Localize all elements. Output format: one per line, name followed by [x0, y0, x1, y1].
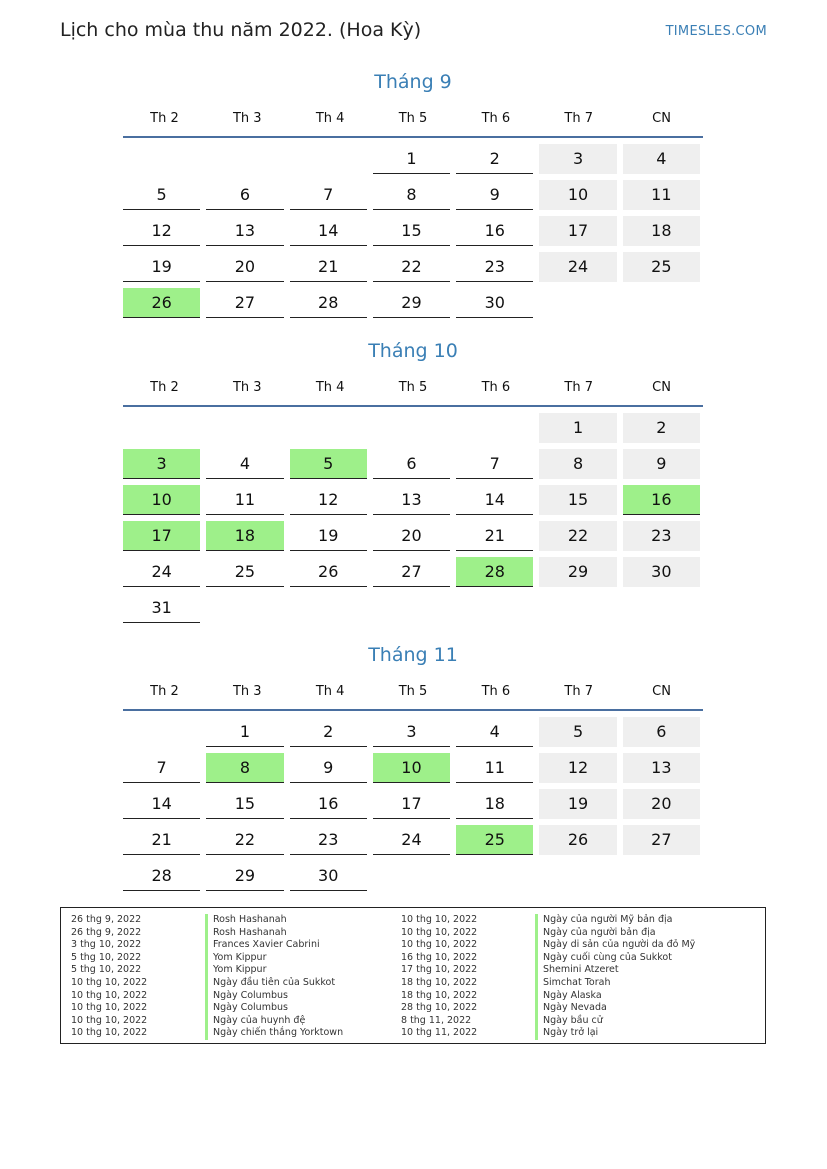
legend-date: 10 thg 10, 2022 — [401, 926, 478, 938]
weekday-header — [123, 681, 703, 711]
page-title: Lịch cho mùa thu năm 2022. (Hoa Kỳ) — [60, 19, 422, 41]
holiday-day-cell[interactable]: 25 — [456, 825, 533, 855]
day-cell[interactable]: 13 — [206, 216, 283, 246]
day-cell[interactable]: 14 — [290, 216, 367, 246]
week-row — [123, 413, 703, 449]
day-cell[interactable]: 2 — [290, 717, 367, 747]
day-grid — [123, 413, 703, 629]
day-cell[interactable]: 24 — [373, 825, 450, 855]
weekday-label: Th 5 — [398, 111, 428, 126]
legend-date: 10 thg 10, 2022 — [71, 1002, 148, 1014]
week-row — [123, 485, 703, 521]
legend-date: 8 thg 11, 2022 — [401, 1014, 472, 1026]
legend-holiday-name: Rosh Hashanah — [205, 927, 401, 940]
empty-day-cell — [290, 144, 367, 174]
empty-day-cell — [123, 413, 200, 443]
month-title: Tháng 10 — [368, 340, 458, 362]
day-cell[interactable]: 22 — [206, 825, 283, 855]
legend-left-dates — [71, 914, 205, 1043]
legend-date: 17 thg 10, 2022 — [401, 964, 478, 976]
day-cell[interactable]: 20 — [206, 252, 283, 282]
day-cell[interactable]: 2 — [623, 413, 700, 443]
day-cell[interactable]: 11 — [456, 753, 533, 783]
day-cell[interactable]: 19 — [539, 789, 616, 819]
legend-date: 3 thg 10, 2022 — [71, 939, 142, 951]
day-cell[interactable]: 6 — [373, 449, 450, 479]
holiday-day-cell[interactable]: 10 — [373, 753, 450, 783]
empty-day-cell — [539, 861, 616, 891]
legend-holiday-name: Yom Kippur — [205, 964, 401, 977]
week-row — [123, 789, 703, 825]
month-october — [123, 337, 703, 629]
empty-day-cell — [123, 717, 200, 747]
weekday-label: CN — [652, 684, 671, 699]
empty-day-cell — [123, 144, 200, 174]
legend-holiday-name: Rosh Hashanah — [205, 914, 401, 927]
legend-holiday-name: Ngày cuối cùng của Sukkot — [535, 952, 731, 965]
legend-date: 26 thg 9, 2022 — [71, 914, 142, 925]
legend-holiday-name: Shemini Atzeret — [535, 964, 731, 977]
day-cell[interactable]: 15 — [373, 216, 450, 246]
holiday-day-cell[interactable]: 8 — [206, 753, 283, 783]
weekday-label: Th 6 — [481, 111, 511, 126]
week-row — [123, 252, 703, 288]
day-cell[interactable]: 19 — [123, 252, 200, 282]
day-cell[interactable]: 11 — [206, 485, 283, 515]
weekday-label: Th 3 — [232, 380, 262, 395]
legend-date: 18 thg 10, 2022 — [401, 976, 478, 988]
empty-day-cell — [373, 413, 450, 443]
legend-holiday-name: Ngày Columbus — [205, 1002, 401, 1015]
day-cell[interactable]: 17 — [373, 789, 450, 819]
week-row — [123, 216, 703, 252]
empty-day-cell — [206, 413, 283, 443]
legend-date: 18 thg 10, 2022 — [401, 989, 478, 1001]
day-cell[interactable]: 14 — [123, 789, 200, 819]
month-title: Tháng 11 — [368, 644, 458, 666]
legend-right-dates — [401, 914, 535, 1043]
day-cell[interactable]: 9 — [623, 449, 700, 479]
legend-holiday-name: Ngày của người bản địa — [535, 927, 731, 940]
weekday-header — [123, 377, 703, 407]
day-cell[interactable]: 8 — [373, 180, 450, 210]
day-cell[interactable]: 29 — [539, 557, 616, 587]
weekday-label: Th 2 — [150, 111, 179, 126]
weekday-label: Th 7 — [564, 380, 594, 395]
weekday-label: Th 5 — [398, 684, 428, 699]
empty-day-cell — [623, 861, 700, 891]
day-cell[interactable]: 18 — [623, 216, 700, 246]
day-cell[interactable]: 6 — [206, 180, 283, 210]
legend-left-column — [71, 914, 401, 1043]
day-cell[interactable]: 21 — [290, 252, 367, 282]
empty-day-cell — [539, 593, 616, 623]
day-cell[interactable]: 13 — [373, 485, 450, 515]
weekday-label: Th 6 — [481, 380, 511, 395]
day-cell[interactable]: 4 — [623, 144, 700, 174]
legend-holiday-name: Ngày chiến thắng Yorktown — [205, 1027, 401, 1040]
legend-right-names — [535, 914, 731, 1043]
day-cell[interactable]: 24 — [539, 252, 616, 282]
weekday-label: Th 7 — [564, 111, 594, 126]
day-cell[interactable]: 20 — [373, 521, 450, 551]
weekday-label: Th 3 — [232, 111, 262, 126]
empty-day-cell — [456, 593, 533, 623]
day-cell[interactable]: 10 — [539, 180, 616, 210]
legend-left-names — [205, 914, 401, 1043]
holiday-legend — [60, 907, 766, 1044]
legend-date: 10 thg 10, 2022 — [71, 1014, 148, 1026]
day-cell[interactable]: 23 — [290, 825, 367, 855]
empty-day-cell — [206, 144, 283, 174]
empty-day-cell — [206, 593, 283, 623]
day-cell[interactable]: 13 — [623, 753, 700, 783]
legend-holiday-name: Ngày trở lại — [535, 1027, 731, 1040]
day-cell[interactable]: 9 — [456, 180, 533, 210]
legend-date: 10 thg 10, 2022 — [71, 976, 148, 988]
month-september — [123, 68, 703, 324]
day-cell[interactable]: 6 — [623, 717, 700, 747]
day-cell[interactable]: 30 — [623, 557, 700, 587]
day-cell[interactable]: 3 — [373, 717, 450, 747]
legend-date: 28 thg 10, 2022 — [401, 1002, 478, 1014]
day-cell[interactable]: 5 — [123, 180, 200, 210]
holiday-day-cell[interactable]: 17 — [123, 521, 200, 551]
day-cell[interactable]: 29 — [206, 861, 283, 891]
empty-day-cell — [373, 593, 450, 623]
legend-date: 26 thg 9, 2022 — [71, 926, 142, 938]
weekday-label: Th 5 — [398, 380, 428, 395]
legend-date: 10 thg 11, 2022 — [401, 1027, 478, 1039]
legend-date: 10 thg 10, 2022 — [401, 939, 478, 951]
day-cell[interactable]: 23 — [456, 252, 533, 282]
day-cell[interactable]: 22 — [539, 521, 616, 551]
day-cell[interactable]: 27 — [373, 557, 450, 587]
weekday-header — [123, 108, 703, 138]
day-cell[interactable]: 26 — [290, 557, 367, 587]
legend-holiday-name: Ngày di sản của người da đỏ Mỹ — [535, 939, 731, 952]
weekday-label: Th 4 — [315, 380, 345, 395]
weekday-label: Th 4 — [315, 111, 345, 126]
legend-holiday-name: Ngày Nevada — [535, 1002, 731, 1015]
legend-holiday-name: Ngày của người Mỹ bản địa — [535, 914, 731, 927]
day-cell[interactable]: 30 — [456, 288, 533, 318]
legend-holiday-name: Ngày bầu cử — [535, 1015, 731, 1028]
day-cell[interactable]: 25 — [623, 252, 700, 282]
day-cell[interactable]: 27 — [206, 288, 283, 318]
empty-day-cell — [373, 861, 450, 891]
week-row — [123, 861, 703, 897]
day-cell[interactable]: 28 — [290, 288, 367, 318]
day-cell[interactable]: 7 — [456, 449, 533, 479]
legend-date: 10 thg 10, 2022 — [71, 989, 148, 1001]
holiday-day-cell[interactable]: 16 — [623, 485, 700, 515]
day-cell[interactable]: 30 — [290, 861, 367, 891]
day-cell[interactable]: 17 — [539, 216, 616, 246]
legend-holiday-name: Ngày đầu tiên của Sukkot — [205, 977, 401, 990]
holiday-day-cell[interactable]: 26 — [123, 288, 200, 318]
weekday-label: Th 2 — [150, 684, 179, 699]
legend-holiday-name: Frances Xavier Cabrini — [205, 939, 401, 952]
day-cell[interactable]: 28 — [123, 861, 200, 891]
legend-date: 10 thg 10, 2022 — [71, 1027, 148, 1039]
empty-day-cell — [290, 413, 367, 443]
day-cell[interactable]: 24 — [123, 557, 200, 587]
day-cell[interactable]: 21 — [123, 825, 200, 855]
empty-day-cell — [290, 593, 367, 623]
week-row — [123, 593, 703, 629]
day-cell[interactable]: 4 — [206, 449, 283, 479]
day-cell[interactable]: 25 — [206, 557, 283, 587]
holiday-day-cell[interactable]: 5 — [290, 449, 367, 479]
week-row — [123, 825, 703, 861]
holiday-day-cell[interactable]: 3 — [123, 449, 200, 479]
day-cell[interactable]: 29 — [373, 288, 450, 318]
legend-holiday-name: Ngày của huynh đệ — [205, 1015, 401, 1028]
day-cell[interactable]: 1 — [539, 413, 616, 443]
week-row — [123, 144, 703, 180]
empty-day-cell — [623, 593, 700, 623]
day-cell[interactable]: 2 — [456, 144, 533, 174]
holiday-day-cell[interactable]: 28 — [456, 557, 533, 587]
weekday-label: CN — [652, 380, 671, 395]
month-november — [123, 641, 703, 897]
weekday-label: Th 4 — [315, 684, 345, 699]
legend-holiday-name: Simchat Torah — [535, 977, 731, 990]
weekday-label: Th 3 — [232, 684, 262, 699]
legend-date: 16 thg 10, 2022 — [401, 951, 478, 963]
day-cell[interactable]: 26 — [539, 825, 616, 855]
day-cell[interactable]: 11 — [623, 180, 700, 210]
day-cell[interactable]: 16 — [456, 216, 533, 246]
day-cell[interactable]: 21 — [456, 521, 533, 551]
week-row — [123, 288, 703, 324]
weekday-label: Th 2 — [150, 380, 179, 395]
day-cell[interactable]: 15 — [539, 485, 616, 515]
legend-date: 5 thg 10, 2022 — [71, 951, 142, 963]
day-cell[interactable]: 23 — [623, 521, 700, 551]
holiday-day-cell[interactable]: 18 — [206, 521, 283, 551]
legend-date: 5 thg 10, 2022 — [71, 964, 142, 976]
day-cell[interactable]: 15 — [206, 789, 283, 819]
empty-day-cell — [456, 861, 533, 891]
day-grid — [123, 144, 703, 324]
holiday-day-cell[interactable]: 10 — [123, 485, 200, 515]
day-grid — [123, 717, 703, 897]
week-row — [123, 717, 703, 753]
day-cell[interactable]: 5 — [539, 717, 616, 747]
legend-holiday-name: Ngày Alaska — [535, 990, 731, 1003]
empty-day-cell — [539, 288, 616, 318]
legend-holiday-name: Yom Kippur — [205, 952, 401, 965]
legend-right-column — [401, 914, 731, 1043]
day-cell[interactable]: 7 — [123, 753, 200, 783]
day-cell[interactable]: 16 — [290, 789, 367, 819]
weekday-label: Th 6 — [481, 684, 511, 699]
legend-holiday-name: Ngày Columbus — [205, 990, 401, 1003]
day-cell[interactable]: 18 — [456, 789, 533, 819]
weekday-label: CN — [652, 111, 671, 126]
empty-day-cell — [623, 288, 700, 318]
day-cell[interactable]: 8 — [539, 449, 616, 479]
site-link[interactable]: TIMESLES.COM — [665, 24, 767, 39]
day-cell[interactable]: 31 — [123, 593, 200, 623]
day-cell[interactable]: 12 — [290, 485, 367, 515]
day-cell[interactable]: 9 — [290, 753, 367, 783]
day-cell[interactable]: 1 — [206, 717, 283, 747]
month-title: Tháng 9 — [374, 71, 452, 93]
day-cell[interactable]: 20 — [623, 789, 700, 819]
empty-day-cell — [456, 413, 533, 443]
day-cell[interactable]: 4 — [456, 717, 533, 747]
week-row — [123, 557, 703, 593]
legend-date: 10 thg 10, 2022 — [401, 914, 478, 925]
day-cell[interactable]: 22 — [373, 252, 450, 282]
day-cell[interactable]: 27 — [623, 825, 700, 855]
weekday-label: Th 7 — [564, 684, 594, 699]
day-cell[interactable]: 3 — [539, 144, 616, 174]
day-cell[interactable]: 19 — [290, 521, 367, 551]
week-row — [123, 521, 703, 557]
week-row — [123, 449, 703, 485]
day-cell[interactable]: 12 — [123, 216, 200, 246]
day-cell[interactable]: 12 — [539, 753, 616, 783]
week-row — [123, 753, 703, 789]
day-cell[interactable]: 14 — [456, 485, 533, 515]
day-cell[interactable]: 1 — [373, 144, 450, 174]
week-row — [123, 180, 703, 216]
day-cell[interactable]: 7 — [290, 180, 367, 210]
